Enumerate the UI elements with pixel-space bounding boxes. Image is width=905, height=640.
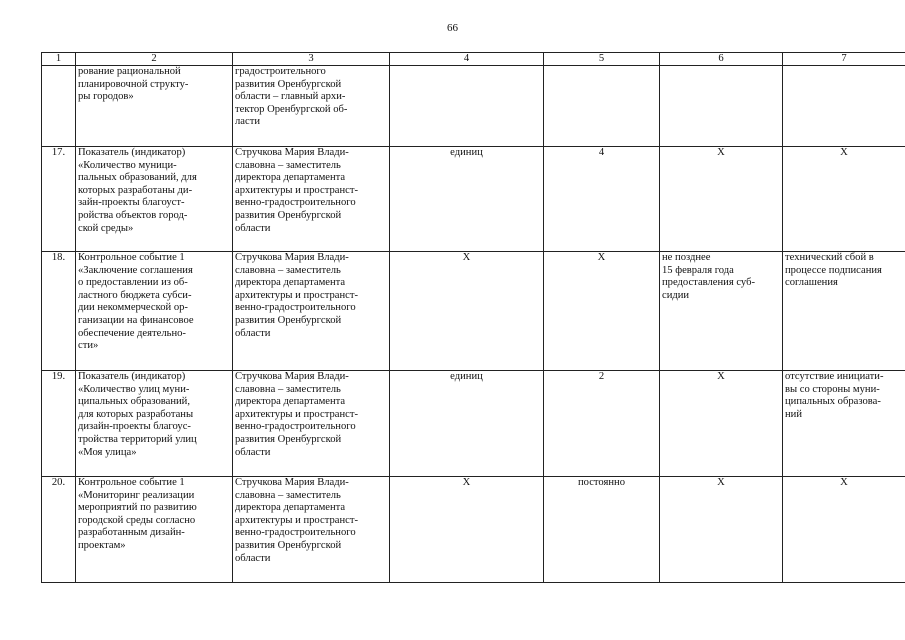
table-row xyxy=(42,66,905,147)
column-number: 6 xyxy=(660,53,783,66)
cell-text-line: планировочной структу- xyxy=(78,78,189,90)
measure-name-cell xyxy=(76,147,233,252)
cell-text-line: архитектуры и пространст- xyxy=(235,289,358,301)
value-cell: постоянно xyxy=(544,477,660,583)
cell-text-line: венно-градостроительного xyxy=(235,302,356,314)
cell-text-line: венно-градостроительного xyxy=(235,421,356,433)
cell-text-line: архитектуры и пространст- xyxy=(235,514,358,526)
cell-text-line: соглашения xyxy=(785,277,838,289)
measures-table xyxy=(41,52,905,583)
responsible-cell xyxy=(233,252,390,371)
column-number: 3 xyxy=(233,53,390,66)
cell-text-line: «Моя улица» xyxy=(78,446,137,458)
risk-cell xyxy=(783,252,905,371)
cell-text-line: директора департамента xyxy=(235,396,346,408)
cell-text-line: славовна – заместитель xyxy=(235,383,341,395)
cell-text-line: области – главный архи- xyxy=(235,91,346,103)
cell-text-line: Показатель (индикатор) xyxy=(78,371,186,382)
column-number-row xyxy=(42,53,905,66)
table-body xyxy=(42,66,905,583)
column-number: 7 xyxy=(783,53,905,66)
table-row xyxy=(42,477,905,583)
cell-text-line: «Мониторинг реализации xyxy=(78,489,195,501)
measure-name-cell xyxy=(76,477,233,583)
row-number-cell xyxy=(42,66,76,147)
cell-text-line: ры городов» xyxy=(78,91,134,103)
cell-text-line: ципальных образований, xyxy=(78,396,190,408)
row-number-cell: 19. xyxy=(42,371,76,477)
value-cell: 2 xyxy=(544,371,660,477)
cell-text-line: предоставления суб- xyxy=(662,277,755,289)
cell-text-line: тектор Оренбургской об- xyxy=(235,103,348,115)
responsible-cell xyxy=(233,66,390,147)
cell-text-line: развития Оренбургской xyxy=(235,209,342,221)
cell-text-line: Показатель (индикатор) xyxy=(78,147,186,158)
risk-cell xyxy=(783,147,905,252)
row-number-cell: 20. xyxy=(42,477,76,583)
cell-text-line: ганизации на финансовое xyxy=(78,314,194,326)
deadline-cell xyxy=(660,147,783,252)
unit-cell xyxy=(390,66,544,147)
value-cell xyxy=(544,66,660,147)
cell-text-line: мероприятий по развитию xyxy=(78,502,197,514)
column-number: 2 xyxy=(76,53,233,66)
cell-text-line: пальных образований, для xyxy=(78,172,197,184)
cell-text-line: X xyxy=(840,147,848,158)
cell-text-line: директора департамента xyxy=(235,172,346,184)
cell-text-line: ципальных образова- xyxy=(785,396,881,408)
cell-text-line: X xyxy=(717,371,725,382)
cell-text-line: зайн-проекты благоуст- xyxy=(78,197,185,209)
unit-cell: X xyxy=(390,252,544,371)
value-cell: 4 xyxy=(544,147,660,252)
responsible-cell xyxy=(233,477,390,583)
cell-text-line: Стручкова Мария Влади- xyxy=(235,371,349,382)
cell-text-line: рование рациональной xyxy=(78,66,181,77)
cell-text-line: городской среды согласно xyxy=(78,514,196,526)
deadline-cell xyxy=(660,66,783,147)
cell-text-line: «Количество улиц муни- xyxy=(78,383,190,395)
cell-text-line: директора департамента xyxy=(235,502,346,514)
row-number-cell: 17. xyxy=(42,147,76,252)
cell-text-line: для которых разработаны xyxy=(78,408,194,420)
cell-text-line: градостроительного xyxy=(235,66,326,77)
cell-text-line: «Заключение соглашения xyxy=(78,264,193,276)
table-row xyxy=(42,371,905,477)
cell-text-line: архитектуры и пространст- xyxy=(235,184,358,196)
cell-text-line: сти» xyxy=(78,340,99,352)
cell-text-line: не позднее xyxy=(662,252,711,263)
column-number: 1 xyxy=(42,53,76,66)
cell-text-line: области xyxy=(235,446,271,458)
cell-text-line: области xyxy=(235,222,271,234)
cell-text-line: X xyxy=(717,477,725,488)
cell-text-line: ской среды» xyxy=(78,222,134,234)
column-number: 5 xyxy=(544,53,660,66)
cell-text-line: дии некоммерческой ор- xyxy=(78,302,188,314)
unit-cell: X xyxy=(390,477,544,583)
cell-text-line: обеспечение деятельно- xyxy=(78,327,186,339)
table-row xyxy=(42,147,905,252)
cell-text-line: отсутствие инициати- xyxy=(785,371,884,382)
cell-text-line: директора департамента xyxy=(235,277,346,289)
unit-cell: единиц xyxy=(390,371,544,477)
value-cell: X xyxy=(544,252,660,371)
cell-text-line: развития Оренбургской xyxy=(235,314,342,326)
cell-text-line: архитектуры и пространст- xyxy=(235,408,358,420)
cell-text-line: Стручкова Мария Влади- xyxy=(235,252,349,263)
cell-text-line: развития Оренбургской xyxy=(235,539,342,551)
responsible-cell xyxy=(233,371,390,477)
cell-text-line: ласти xyxy=(235,116,260,128)
cell-text-line: которых разработаны ди- xyxy=(78,184,193,196)
cell-text-line: венно-градостроительного xyxy=(235,197,356,209)
cell-text-line: ний xyxy=(785,408,803,420)
cell-text-line: вы со стороны муни- xyxy=(785,383,880,395)
deadline-cell xyxy=(660,371,783,477)
table-row xyxy=(42,252,905,371)
measure-name-cell xyxy=(76,371,233,477)
cell-text-line: Контрольное событие 1 xyxy=(78,252,185,263)
cell-text-line: славовна – заместитель xyxy=(235,264,341,276)
cell-text-line: процессе подписания xyxy=(785,264,882,276)
row-number-cell: 18. xyxy=(42,252,76,371)
cell-text-line: Стручкова Мария Влади- xyxy=(235,147,349,158)
page-number: 66 xyxy=(447,22,458,34)
risk-cell xyxy=(783,66,905,147)
cell-text-line: ластного бюджета субси- xyxy=(78,289,192,301)
cell-text-line: развития Оренбургской xyxy=(235,433,342,445)
cell-text-line: «Количество муници- xyxy=(78,159,177,171)
cell-text-line: славовна – заместитель xyxy=(235,489,341,501)
cell-text-line: области xyxy=(235,552,271,564)
cell-text-line: сидии xyxy=(662,289,690,301)
cell-text-line: о предоставлении из об- xyxy=(78,277,188,289)
cell-text-line: 15 февраля года xyxy=(662,264,734,276)
column-number: 4 xyxy=(390,53,544,66)
unit-cell: единиц xyxy=(390,147,544,252)
measure-name-cell xyxy=(76,252,233,371)
cell-text-line: тройства территорий улиц xyxy=(78,433,197,445)
cell-text-line: Контрольное событие 1 xyxy=(78,477,185,488)
cell-text-line: развития Оренбургской xyxy=(235,78,342,90)
cell-text-line: X xyxy=(717,147,725,158)
responsible-cell xyxy=(233,147,390,252)
cell-text-line: проектам» xyxy=(78,539,126,551)
cell-text-line: технический сбой в xyxy=(785,252,874,263)
deadline-cell xyxy=(660,477,783,583)
measure-name-cell xyxy=(76,66,233,147)
risk-cell xyxy=(783,371,905,477)
cell-text-line: славовна – заместитель xyxy=(235,159,341,171)
cell-text-line: области xyxy=(235,327,271,339)
risk-cell xyxy=(783,477,905,583)
cell-text-line: венно-градостроительного xyxy=(235,527,356,539)
cell-text-line: X xyxy=(840,477,848,488)
cell-text-line: дизайн-проекты благоус- xyxy=(78,421,191,433)
cell-text-line: ройства объектов город- xyxy=(78,209,188,221)
cell-text-line: разработанным дизайн- xyxy=(78,527,185,539)
cell-text-line: Стручкова Мария Влади- xyxy=(235,477,349,488)
deadline-cell xyxy=(660,252,783,371)
